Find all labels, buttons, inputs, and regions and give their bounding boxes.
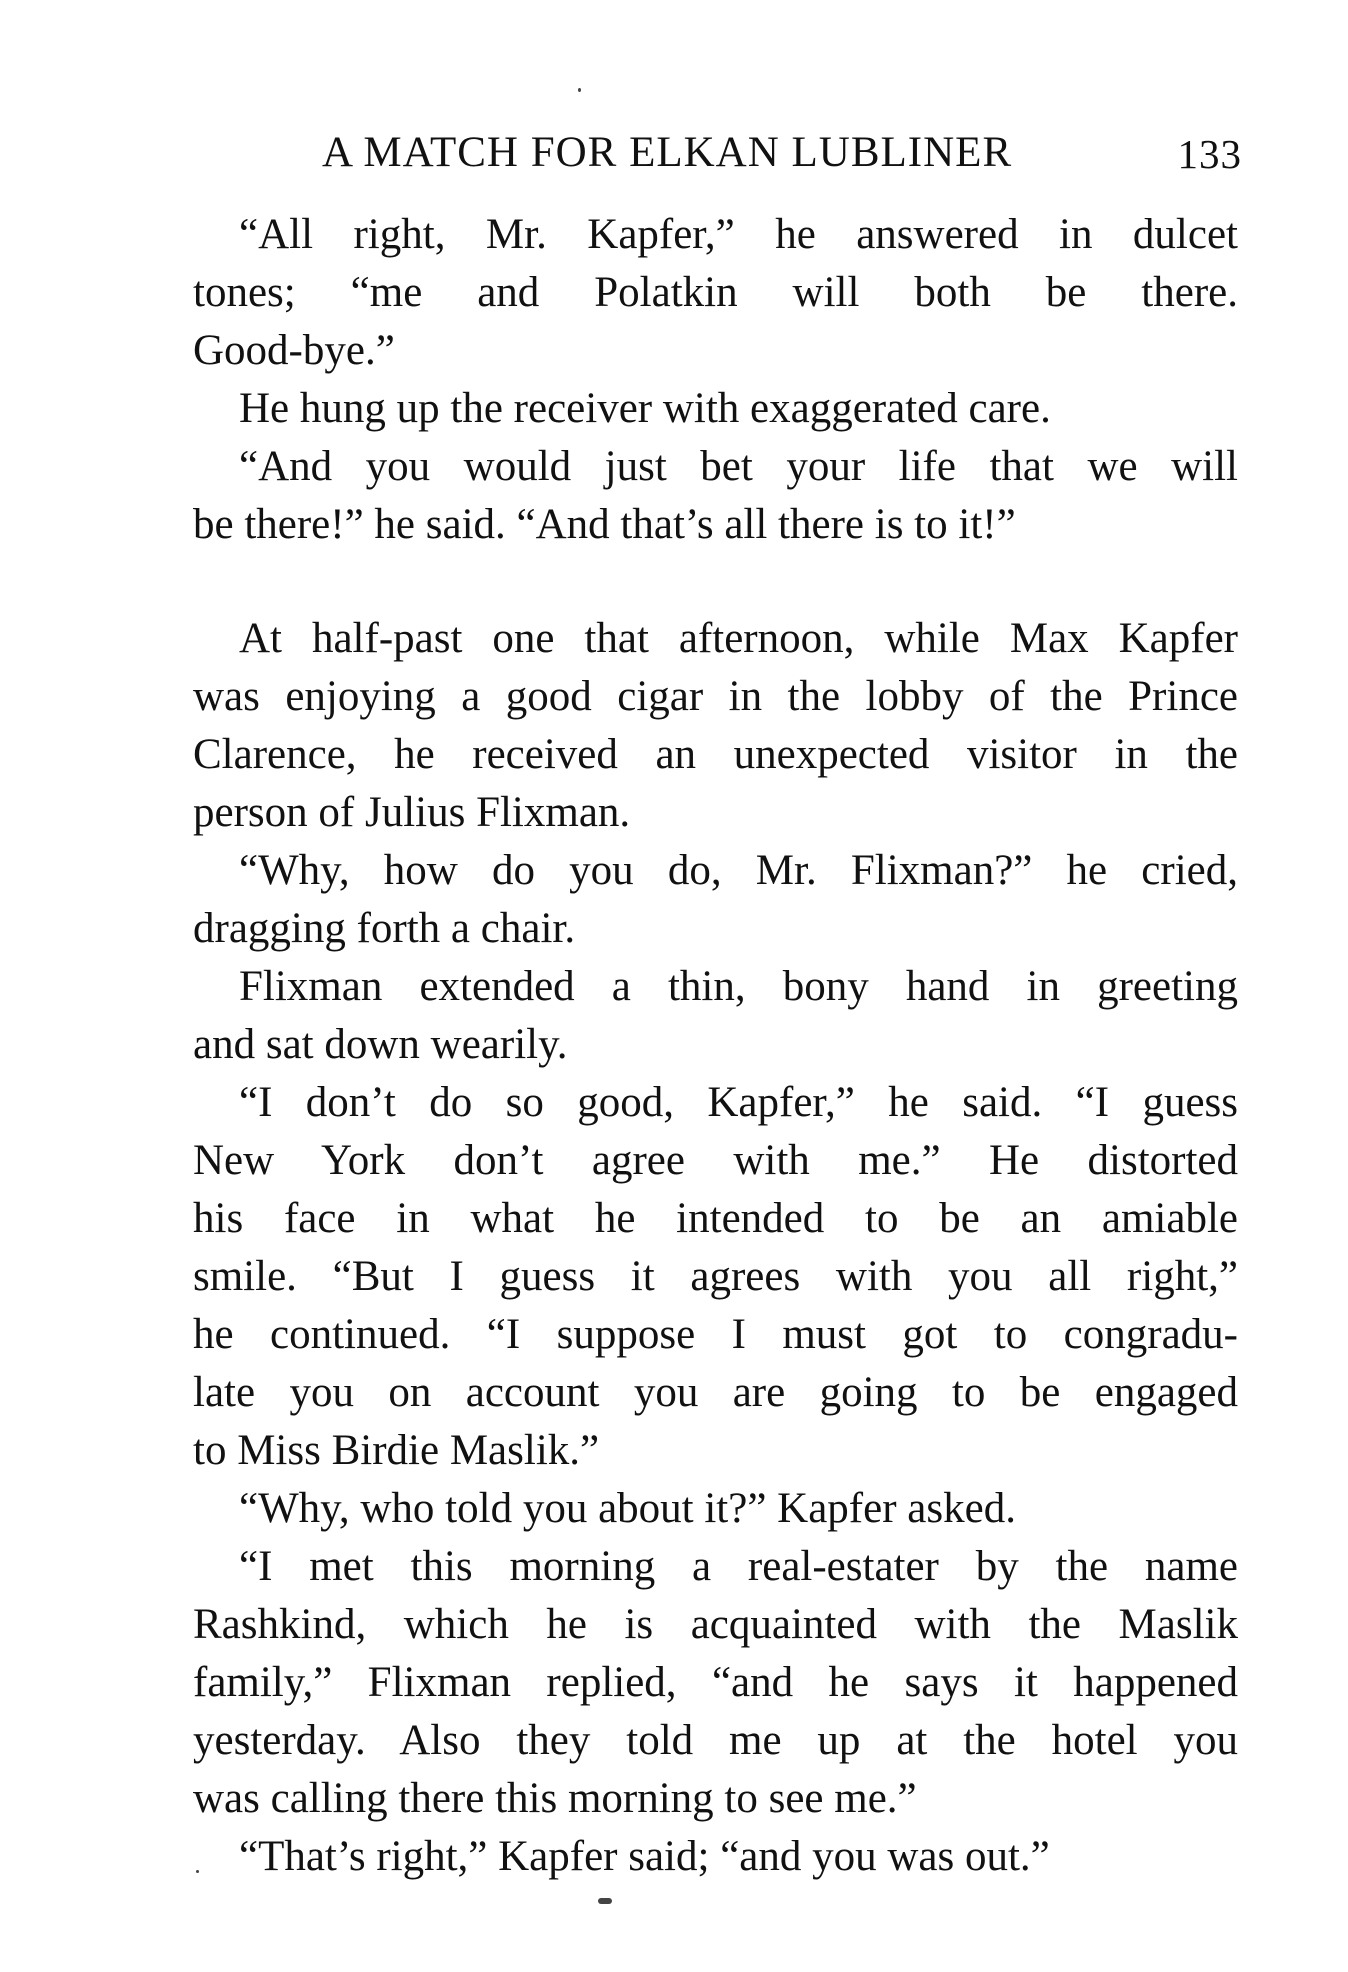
text-line: tones; “me and Polatkin will both be there. <box>193 269 1238 316</box>
text-line: “That’s right,” Kapfer said; “and you was out.” <box>239 1833 1050 1880</box>
running-head <box>322 128 1242 188</box>
text-line: At half-past one that afternoon, while Max Kapfer <box>239 615 1238 662</box>
text-line: person of Julius Flixman. <box>193 789 631 836</box>
text-line: Good-bye.” <box>193 327 395 374</box>
page-number: 133 <box>1177 131 1242 177</box>
scan-speck <box>598 1898 612 1904</box>
text-line: be there!” he said. “And that’s all there is to it!” <box>193 501 1016 548</box>
text-line: Rashkind, which he is acquainted with the Maslik <box>193 1601 1238 1648</box>
text-line: He hung up the receiver with exaggerated care. <box>239 385 1051 432</box>
text-line: his face in what he intended to be an amiable <box>193 1195 1238 1242</box>
running-head-title: A MATCH FOR ELKAN LUBLINER <box>322 129 1013 176</box>
text-line: dragging forth a chair. <box>193 905 576 952</box>
text-line: was enjoying a good cigar in the lobby of the Prince <box>193 673 1238 720</box>
text-line: smile. “But I guess it agrees with you all right,” <box>193 1253 1238 1300</box>
text-line: “I don’t do so good, Kapfer,” he said. “I guess <box>239 1079 1238 1126</box>
text-line: “Why, who told you about it?” Kapfer asked. <box>239 1485 1016 1532</box>
text-line: “I met this morning a real-estater by the name <box>239 1543 1238 1590</box>
text-line: yesterday. Also they told me up at the hotel you <box>193 1717 1238 1764</box>
text-line: New York don’t agree with me.” He distorted <box>193 1137 1238 1184</box>
text-line: “And you would just bet your life that we will <box>239 443 1238 490</box>
text-line: family,” Flixman replied, “and he says it happened <box>193 1659 1238 1706</box>
text-line: Clarence, he received an unexpected visitor in the <box>193 731 1238 778</box>
body-text <box>193 206 1238 1886</box>
text-line: “All right, Mr. Kapfer,” he answered in dulcet <box>239 211 1238 258</box>
text-line: to Miss Birdie Maslik.” <box>193 1427 600 1474</box>
text-line: Flixman extended a thin, bony hand in greeting <box>239 963 1238 1010</box>
scan-speck <box>578 88 581 92</box>
text-line: he continued. “I suppose I must got to congradu- <box>193 1311 1238 1358</box>
text-line: “Why, how do you do, Mr. Flixman?” he cried, <box>239 847 1238 894</box>
text-line: was calling there this morning to see me.” <box>193 1775 917 1822</box>
text-line: and sat down wearily. <box>193 1021 568 1068</box>
section-break <box>193 554 1238 610</box>
text-line: late you on account you are going to be engaged <box>193 1369 1238 1416</box>
scan-speck <box>196 1870 199 1873</box>
